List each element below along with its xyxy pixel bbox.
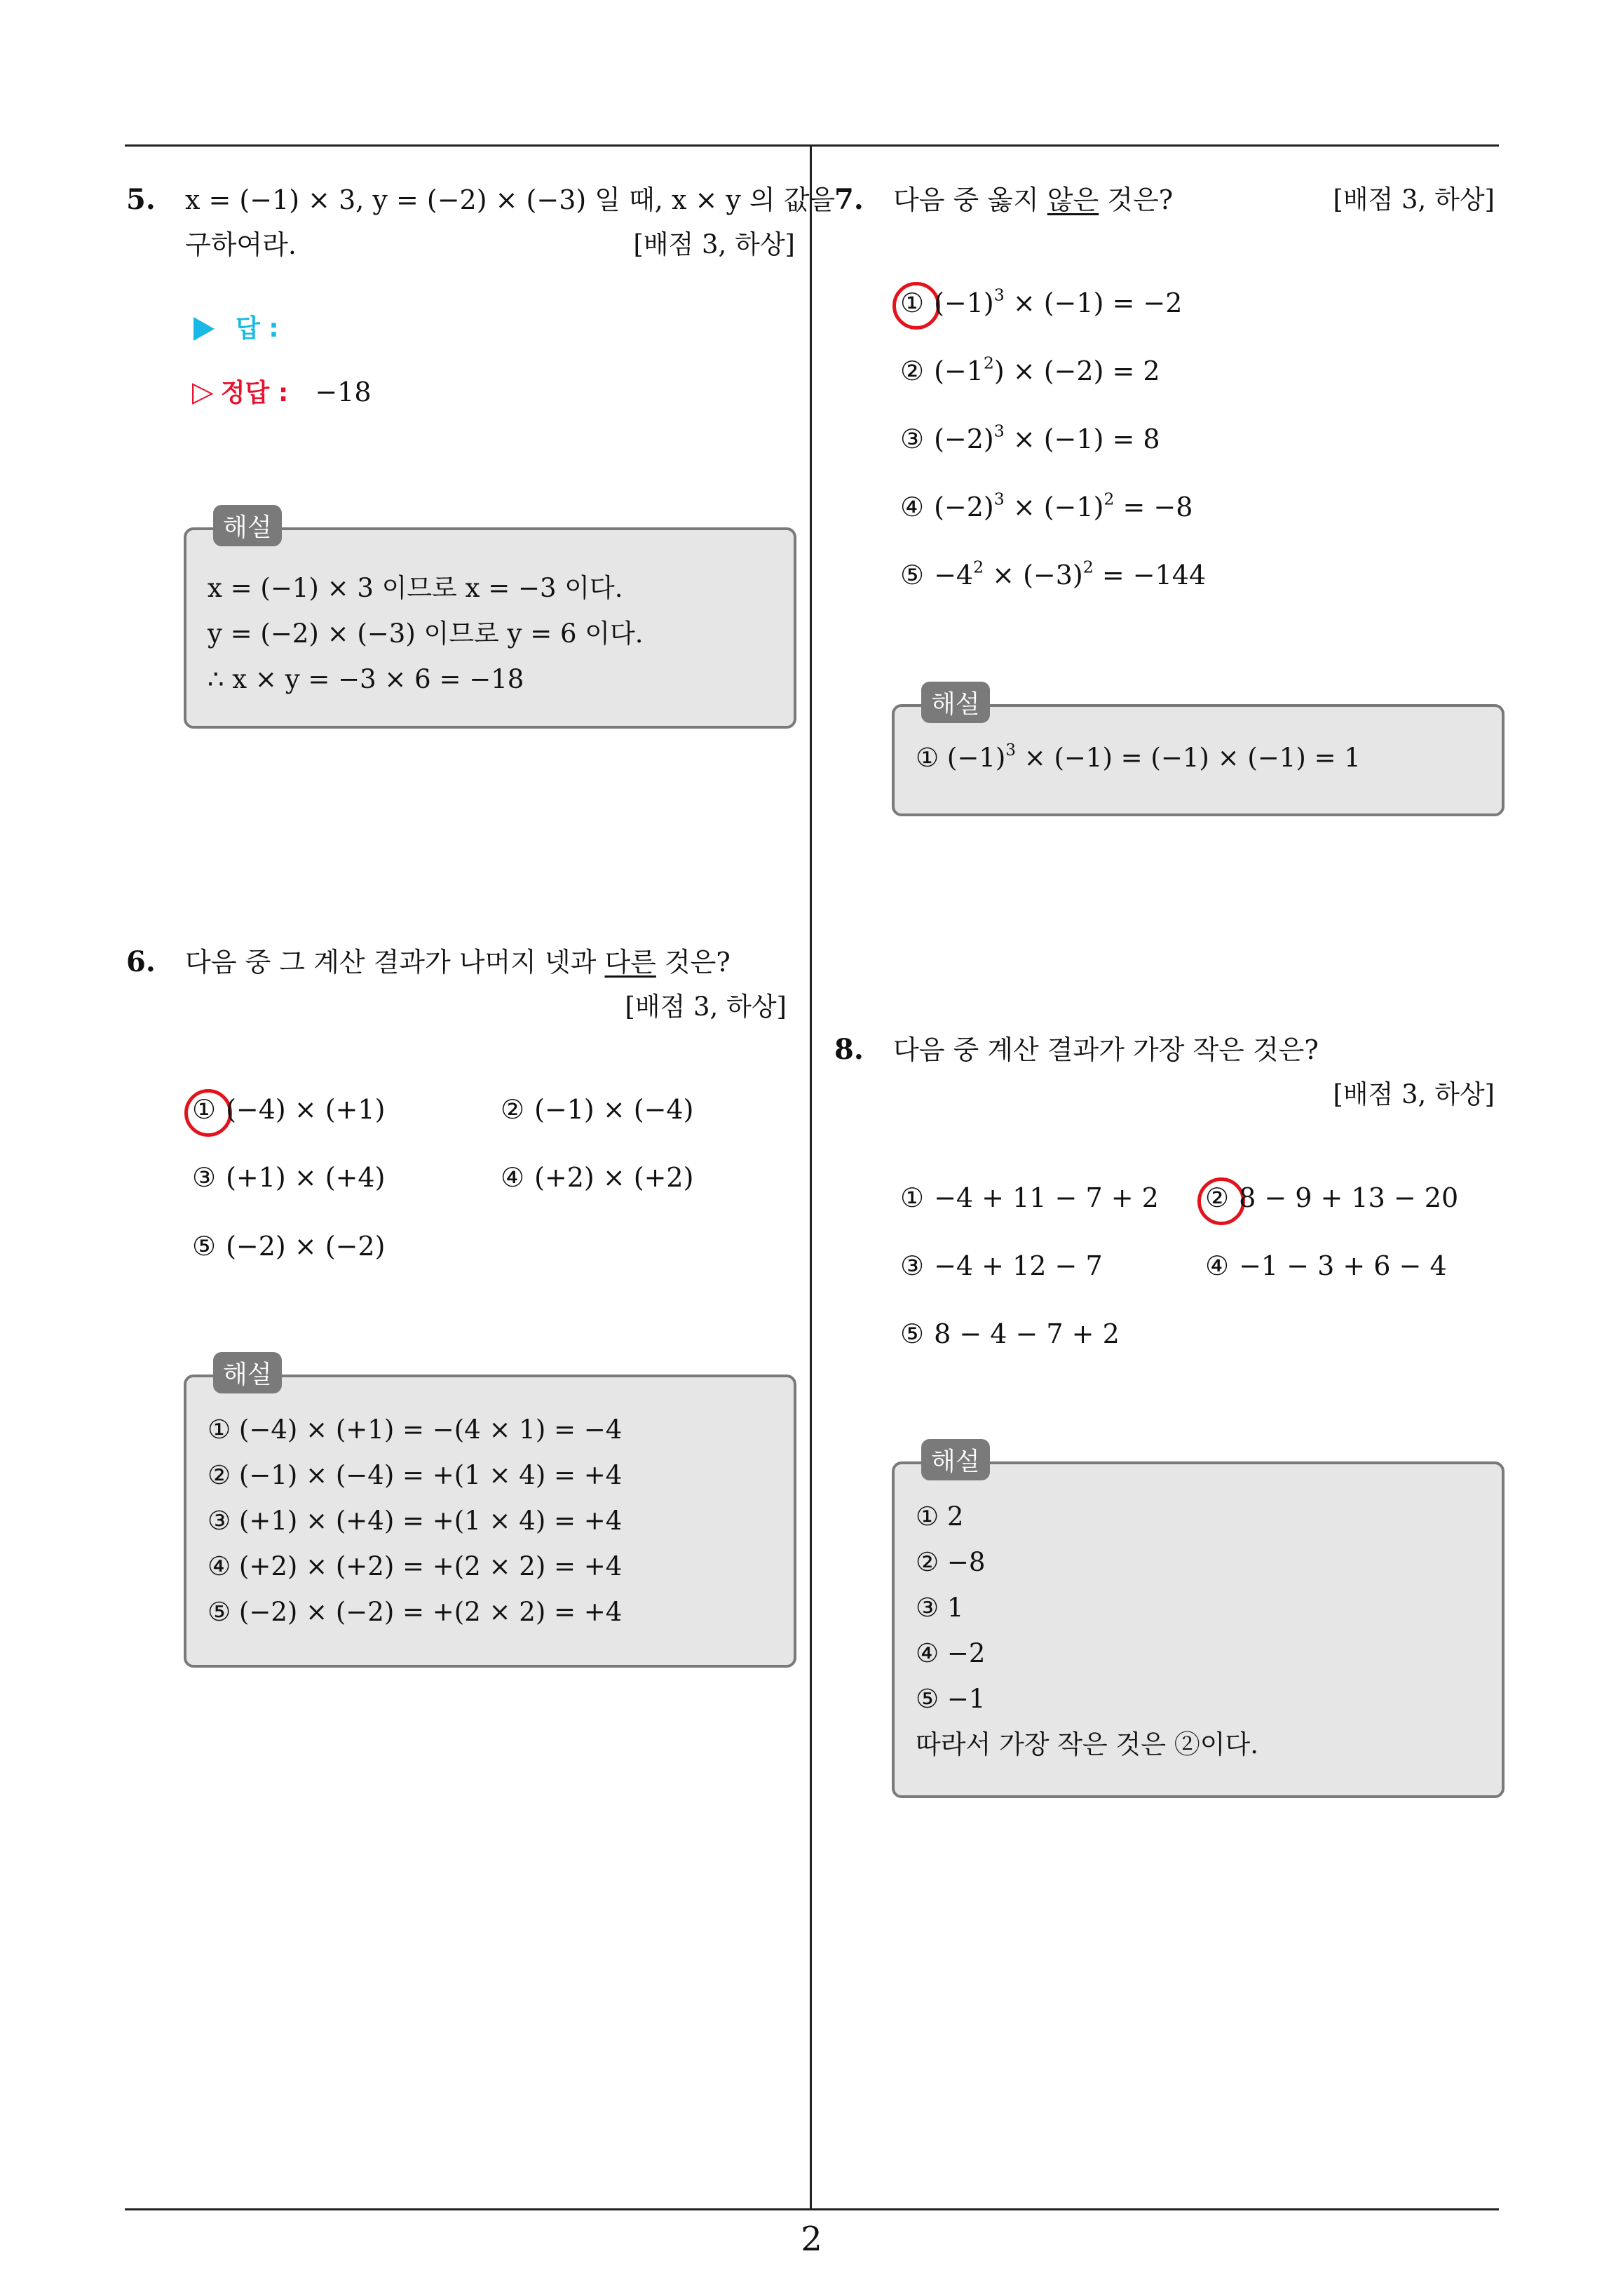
- exponent: 2: [1082, 557, 1094, 577]
- question-text-part: 다음 중 그 계산 결과가 나머지 넷과: [185, 947, 605, 978]
- option-expression: (+1) × (+4): [226, 1162, 386, 1193]
- exponent: 2: [973, 557, 984, 577]
- question-text-part: 다음 중 옳지: [893, 184, 1047, 215]
- answer-input-row[interactable]: [193, 309, 279, 344]
- option-expression: = −8: [1114, 492, 1193, 522]
- explanation-line: ∴ x × y = −3 × 6 = −18: [208, 664, 524, 694]
- explanation-line: ③ (+1) × (+4) = +(1 × 4) = +4: [208, 1506, 623, 1536]
- explanation-tag: 해설: [213, 505, 282, 546]
- option-1[interactable]: [900, 1182, 1159, 1213]
- explanation-box-q8: [892, 1447, 1505, 1798]
- explanation-box-q5: [184, 513, 796, 729]
- explanation-line: ⑤ −1: [916, 1684, 986, 1714]
- exponent: 2: [1103, 489, 1115, 509]
- option-number: ①: [900, 1182, 925, 1213]
- explanation-line: ④ (+2) × (+2) = +(2 × 2) = +4: [208, 1551, 623, 1581]
- option-expression: × (−3): [984, 560, 1083, 590]
- question-text-part: 것은?: [656, 947, 731, 978]
- explanation-line: ③ 1: [916, 1593, 964, 1623]
- option-expression: (−2) × (−2): [226, 1231, 386, 1262]
- underlined-word: 않은: [1047, 184, 1099, 215]
- explanation-tag: 해설: [921, 682, 990, 723]
- score-label: [배점 3, 하상]: [1333, 184, 1495, 215]
- option-5[interactable]: [900, 1318, 1120, 1349]
- question-number: 8.: [834, 1033, 864, 1066]
- option-expression: (−2): [934, 492, 994, 522]
- answer-label: 답 :: [236, 314, 279, 343]
- correct-answer-label: 정답 :: [220, 379, 289, 407]
- explanation-line: ① 2: [916, 1501, 964, 1532]
- question-6: [126, 940, 799, 1031]
- explanation-box-q7: [892, 690, 1505, 816]
- exponent: 3: [1005, 741, 1016, 759]
- option-expression: 8 − 9 + 13 − 20: [1239, 1182, 1459, 1213]
- option-expression: (−1) × (−4): [534, 1094, 694, 1125]
- option-expression: −1 − 3 + 6 − 4: [1239, 1250, 1447, 1281]
- question-text: [893, 177, 1173, 222]
- option-number: ②: [1205, 1182, 1230, 1213]
- explanation-text: ① (−1): [916, 743, 1006, 773]
- option-expression: (−4) × (+1): [226, 1094, 386, 1125]
- top-rule: [125, 144, 1499, 147]
- option-3[interactable]: [900, 1250, 1103, 1281]
- explanation-tag: 해설: [921, 1439, 990, 1480]
- option-expression: (+2) × (+2): [534, 1162, 694, 1193]
- explanation-line: ④ −2: [916, 1638, 986, 1668]
- exponent: 3: [993, 285, 1005, 305]
- exponent: 3: [993, 421, 1005, 441]
- explanation-line: ① (−4) × (+1) = −(4 × 1) = −4: [208, 1414, 623, 1445]
- option-1[interactable]: [192, 1094, 385, 1125]
- explanation-tag: 해설: [213, 1352, 282, 1393]
- explanation-line: 따라서 가장 작은 것은 ②이다.: [916, 1729, 1258, 1760]
- option-4[interactable]: [900, 489, 1193, 522]
- question-text-part: 것은?: [1099, 184, 1174, 215]
- option-2[interactable]: [900, 353, 1160, 386]
- question-7: [834, 177, 1500, 227]
- explanation-line: ⑤ (−2) × (−2) = +(2 × 2) = +4: [208, 1597, 623, 1627]
- option-number: ③: [192, 1162, 217, 1193]
- explanation-box-q6: [184, 1360, 796, 1668]
- explanation-line: y = (−2) × (−3) 이므로 y = 6 이다.: [208, 619, 644, 649]
- exponent: 3: [993, 489, 1005, 509]
- explanation-line: ② (−1) × (−4) = +(1 × 4) = +4: [208, 1460, 623, 1490]
- question-number: 7.: [834, 183, 864, 216]
- question-text: [185, 940, 731, 985]
- option-expression: 8 − 4 − 7 + 2: [934, 1318, 1120, 1349]
- bottom-rule: [125, 2208, 1499, 2210]
- option-number: ③: [900, 424, 925, 454]
- question-text-line2: 구하여라.: [185, 229, 297, 260]
- option-expression: × (−1): [1004, 492, 1104, 522]
- option-number: ④: [900, 492, 925, 522]
- option-number: ②: [900, 356, 925, 386]
- option-number: ⑤: [900, 560, 925, 590]
- option-expression: (−1): [934, 288, 994, 318]
- outline-triangle-icon: ▷: [192, 376, 214, 408]
- option-3[interactable]: [900, 421, 1160, 454]
- explanation-line: [916, 735, 1361, 781]
- play-triangle-icon: [193, 317, 215, 341]
- option-number: ③: [900, 1250, 925, 1281]
- option-4[interactable]: [1205, 1250, 1447, 1281]
- option-expression: (−1: [934, 356, 984, 386]
- option-number: ⑤: [192, 1231, 217, 1262]
- option-expression: −4 + 11 − 7 + 2: [934, 1182, 1159, 1213]
- option-expression: ) × (−2) = 2: [993, 356, 1160, 386]
- option-number: ⑤: [900, 1318, 925, 1349]
- option-number: ②: [501, 1094, 525, 1125]
- correct-answer-value: −18: [315, 377, 372, 407]
- question-8: [834, 1027, 1500, 1119]
- question-5: [126, 177, 836, 262]
- column-divider: [810, 144, 812, 2210]
- page-number: 2: [801, 2220, 822, 2259]
- question-number: 5.: [126, 183, 156, 216]
- option-4[interactable]: [501, 1162, 693, 1193]
- score-label: [배점 3, 하상]: [633, 229, 795, 259]
- option-expression: −4: [934, 560, 974, 590]
- option-expression: × (−1) = −2: [1004, 288, 1183, 318]
- option-expression: (−2): [934, 424, 994, 454]
- option-number: ①: [900, 288, 925, 318]
- option-number: ④: [501, 1162, 525, 1193]
- option-2[interactable]: [1205, 1182, 1458, 1213]
- underlined-word: 다른: [604, 947, 656, 978]
- correct-answer-row: [192, 373, 372, 409]
- question-number: 6.: [126, 945, 156, 978]
- option-number: ①: [192, 1094, 217, 1125]
- option-number: ④: [1205, 1250, 1230, 1281]
- question-text-line1: x = (−1) × 3, y = (−2) × (−3) 일 때, x × y 의 값을: [185, 184, 836, 215]
- question-text: 다음 중 계산 결과가 가장 작은 것은?: [893, 1034, 1319, 1065]
- option-5[interactable]: [900, 557, 1207, 590]
- option-expression: × (−1) = 8: [1004, 424, 1160, 454]
- explanation-text: × (−1) = (−1) × (−1) = 1: [1015, 743, 1361, 773]
- option-3[interactable]: [192, 1162, 385, 1193]
- option-1[interactable]: [900, 285, 1183, 318]
- score-label: [배점 3, 하상]: [1333, 1079, 1495, 1109]
- explanation-line: x = (−1) × 3 이므로 x = −3 이다.: [208, 573, 623, 603]
- option-2[interactable]: [501, 1094, 693, 1125]
- option-5[interactable]: [192, 1231, 385, 1262]
- exponent: 2: [983, 353, 994, 373]
- explanation-line: ② −8: [916, 1547, 986, 1577]
- option-expression: −4 + 12 − 7: [934, 1250, 1103, 1281]
- score-label: [배점 3, 하상]: [625, 992, 787, 1022]
- option-expression: = −144: [1093, 560, 1207, 590]
